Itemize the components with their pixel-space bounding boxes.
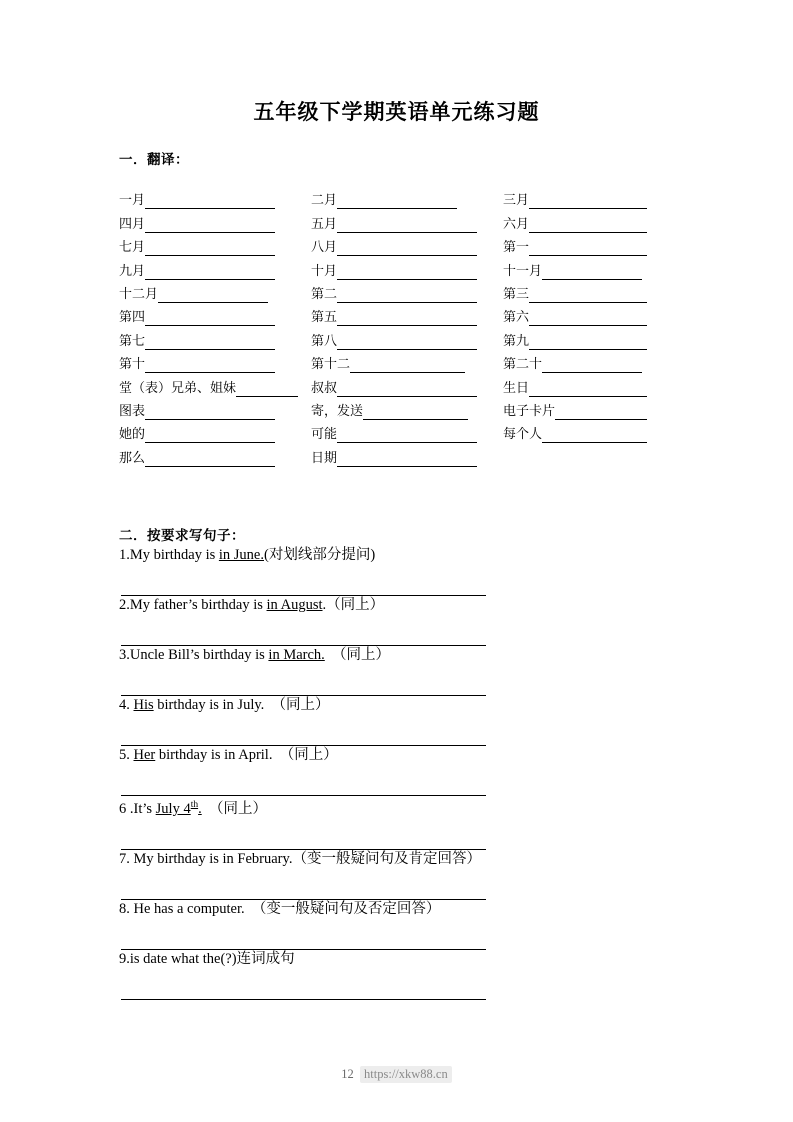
question-item [119, 950, 679, 1000]
translation-label: 第八 [311, 332, 338, 348]
translation-cell [119, 423, 311, 443]
translation-row [119, 350, 675, 373]
translation-row [119, 280, 675, 303]
translation-label: 第一 [503, 239, 530, 255]
translation-label: 第二 [311, 285, 338, 301]
question-number: 6 . [119, 800, 134, 817]
translation-cell [119, 283, 311, 303]
question-segment: .（同上） [322, 597, 385, 613]
question-text [119, 596, 679, 615]
translation-cell [119, 260, 311, 280]
answer-blank[interactable] [337, 217, 477, 233]
question-text [119, 546, 679, 565]
answer-blank[interactable] [529, 287, 647, 303]
translation-row [119, 443, 675, 466]
translation-cell [503, 306, 675, 326]
answer-blank[interactable] [145, 427, 275, 443]
question-text [119, 950, 679, 969]
question-text [119, 646, 679, 665]
translation-row [119, 303, 675, 326]
translation-label: 一月 [119, 192, 146, 208]
answer-blank[interactable] [337, 240, 477, 256]
translation-cell [119, 330, 311, 350]
question-segment: My birthday is in February.（变一般疑问句及肯定回答） [133, 850, 481, 867]
translation-label: 她的 [119, 426, 146, 442]
answer-blank[interactable] [529, 310, 647, 326]
question-item [119, 596, 679, 646]
translation-cell [119, 400, 311, 420]
translation-label: 十二月 [119, 285, 159, 301]
translation-row [119, 326, 675, 349]
answer-blank[interactable] [529, 381, 647, 397]
question-segment: birthday is in April. （同上） [155, 747, 338, 763]
translation-label: 第五 [311, 309, 338, 325]
question-number: 2. [119, 597, 130, 613]
translation-cell [311, 236, 503, 256]
question-item [119, 546, 679, 596]
translation-cell [119, 306, 311, 326]
translation-cell [311, 423, 503, 443]
answer-blank[interactable] [337, 334, 477, 350]
watermark-text: https://xkw88.cn [360, 1066, 452, 1083]
page-footer [0, 1066, 793, 1083]
answer-blank[interactable] [337, 264, 477, 280]
underlined-phrase: in June. [218, 547, 264, 563]
underlined-phrase: Her [133, 747, 156, 763]
question-text [119, 900, 679, 919]
answer-blank[interactable] [350, 357, 465, 373]
answer-blank[interactable] [337, 193, 457, 209]
answer-blank[interactable] [529, 334, 647, 350]
translation-label: 十月 [311, 262, 338, 278]
question-segment: My father’s birthday is [129, 597, 267, 613]
translation-label: 七月 [119, 239, 146, 255]
answer-blank[interactable] [363, 404, 468, 420]
translation-cell [503, 189, 675, 209]
answer-blank[interactable] [337, 427, 477, 443]
translation-label: 十一月 [503, 262, 543, 278]
answer-blank[interactable] [145, 334, 275, 350]
translation-row [119, 397, 675, 420]
underlined-phrase: His [133, 697, 154, 713]
translation-label: 每个人 [503, 426, 543, 442]
translation-label: 三月 [503, 192, 530, 208]
answer-blank[interactable] [145, 357, 275, 373]
translation-cell [119, 236, 311, 256]
translation-cell [311, 353, 503, 373]
translation-label: 八月 [311, 239, 338, 255]
answer-blank[interactable] [542, 357, 642, 373]
translation-cell [311, 189, 503, 209]
translation-label: 生日 [503, 379, 530, 395]
translation-label: 四月 [119, 215, 146, 231]
translation-label: 电子卡片 [503, 402, 556, 418]
translation-cell [503, 400, 675, 420]
page-number: 12 [341, 1067, 354, 1081]
translation-label: 二月 [311, 192, 338, 208]
translation-label: 第十二 [311, 356, 351, 372]
translation-label: 五月 [311, 215, 338, 231]
answer-blank[interactable] [145, 310, 275, 326]
question-item [119, 900, 679, 950]
translation-label: 叔叔 [311, 379, 338, 395]
underlined-phrase: . [198, 800, 202, 817]
translation-row [119, 233, 675, 256]
translation-label: 第七 [119, 332, 146, 348]
question-number: 5. [119, 747, 134, 763]
translation-cell [503, 260, 675, 280]
answer-blank[interactable] [145, 193, 275, 209]
answer-blank[interactable] [145, 264, 275, 280]
question-text [119, 796, 679, 819]
translation-cell [503, 423, 675, 443]
question-text [119, 850, 679, 869]
answer-blank[interactable] [158, 287, 268, 303]
translation-row [119, 186, 675, 209]
answer-blank[interactable] [337, 287, 477, 303]
translation-cell [119, 353, 311, 373]
answer-blank[interactable] [529, 193, 647, 209]
question-item [119, 850, 679, 900]
translation-row [119, 209, 675, 232]
answer-blank[interactable] [542, 427, 647, 443]
translation-label: 堂（表）兄弟、姐妹 [119, 379, 237, 395]
ordinal-suffix: th [190, 800, 199, 810]
translation-cell [311, 260, 503, 280]
translation-cell [503, 377, 675, 397]
question-list [119, 546, 679, 1000]
question-segment: He has a computer. （变一般疑问句及否定回答） [133, 900, 441, 917]
translation-cell [119, 213, 311, 233]
page-title: 五年级下学期英语单元练习题 [253, 101, 540, 124]
question-number: 4. [119, 697, 134, 713]
answer-blank[interactable] [529, 240, 647, 256]
translation-label: 那么 [119, 449, 146, 465]
answer-blank[interactable] [145, 404, 275, 420]
translation-grid [119, 186, 675, 467]
answer-blank[interactable] [145, 451, 275, 467]
translation-label: 第六 [503, 309, 530, 325]
underlined-phrase: in March. [268, 647, 325, 663]
question-segment: My birthday is [129, 547, 219, 563]
translation-cell [503, 353, 675, 373]
translation-cell [503, 283, 675, 303]
question-text [119, 746, 679, 765]
translation-label: 第三 [503, 285, 530, 301]
question-item [119, 746, 679, 796]
translation-label: 可能 [311, 426, 338, 442]
translation-label: 九月 [119, 262, 146, 278]
translation-cell [311, 283, 503, 303]
section-1-heading: 一．翻译： [119, 152, 189, 167]
translation-label: 第四 [119, 309, 146, 325]
translation-cell [311, 213, 503, 233]
question-item [119, 646, 679, 696]
translation-cell [503, 236, 675, 256]
question-item [119, 696, 679, 746]
translation-cell [119, 189, 311, 209]
translation-row [119, 420, 675, 443]
question-text [119, 696, 679, 715]
question-segment: (对划线部分提问) [264, 547, 376, 563]
translation-label: 寄，发送 [311, 402, 364, 418]
translation-cell [311, 330, 503, 350]
question-number: 7. [119, 850, 134, 867]
question-segment: （同上） [201, 800, 267, 817]
question-item [119, 796, 679, 850]
translation-cell [311, 377, 503, 397]
answer-blank[interactable] [145, 217, 275, 233]
question-number: 9. [119, 950, 130, 967]
answer-blank[interactable] [529, 217, 647, 233]
answer-blank[interactable] [555, 404, 647, 420]
translation-row [119, 373, 675, 396]
question-segment: Uncle Bill’s birthday is [129, 647, 269, 663]
translation-label: 日期 [311, 449, 338, 465]
question-segment: （同上） [324, 647, 391, 663]
translation-cell [503, 213, 675, 233]
section-2-heading: 二．按要求写句子： [119, 528, 245, 543]
question-number: 8. [119, 900, 134, 917]
question-segment: It’s [133, 800, 156, 817]
answer-blank[interactable] [145, 240, 275, 256]
underlined-phrase: in August [266, 597, 323, 613]
translation-cell [311, 400, 503, 420]
translation-cell [311, 306, 503, 326]
question-segment: birthday is in July. （同上） [153, 697, 330, 713]
translation-label: 图表 [119, 402, 146, 418]
translation-label: 六月 [503, 215, 530, 231]
answer-blank[interactable] [337, 310, 477, 326]
question-number: 1. [119, 547, 130, 563]
question-segment: is date what the(?)连词成句 [129, 950, 295, 967]
answer-blank[interactable] [337, 381, 477, 397]
underlined-phrase: July 4 [155, 800, 191, 817]
answer-blank[interactable] [337, 451, 477, 467]
translation-label: 第十 [119, 356, 146, 372]
answer-blank[interactable] [236, 381, 298, 397]
translation-row [119, 256, 675, 279]
answer-line[interactable] [121, 998, 486, 1000]
translation-label: 第二十 [503, 356, 543, 372]
question-number: 3. [119, 647, 130, 663]
translation-cell [119, 377, 311, 397]
translation-cell [503, 330, 675, 350]
translation-label: 第九 [503, 332, 530, 348]
translation-cell [311, 447, 503, 467]
translation-cell [119, 447, 311, 467]
answer-blank[interactable] [542, 264, 642, 280]
